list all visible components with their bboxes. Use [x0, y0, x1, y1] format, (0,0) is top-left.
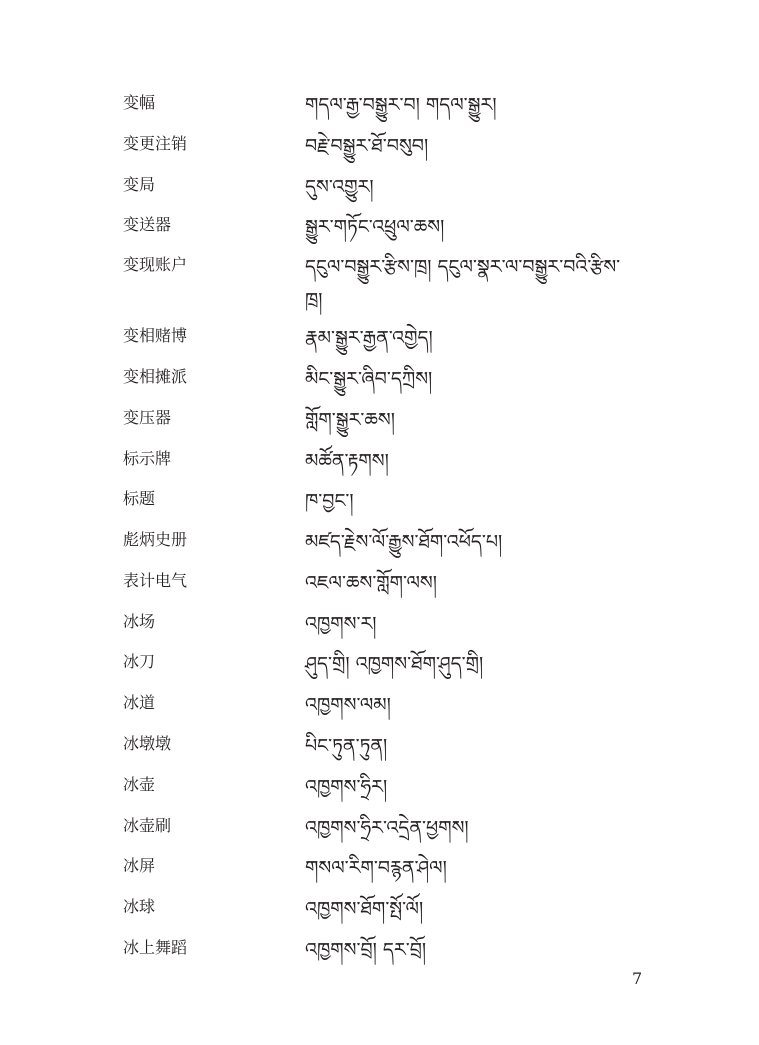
tibetan-translation: འཁྱགས་ལམ།	[305, 694, 391, 716]
tibetan-translation: ཤུད་གྲི། འཁྱགས་ཐོག་ཤུད་གྲི།	[305, 653, 484, 675]
chinese-term: 标题	[123, 489, 156, 508]
chinese-term: 变局	[123, 175, 156, 194]
tibetan-translation: ཁ་བྱང་།	[305, 490, 354, 512]
tibetan-translation: སྒྱུར་གཏོང་འཕྲུལ་ཆས།	[305, 216, 445, 238]
chinese-term: 变现账户	[123, 255, 188, 274]
tibetan-translation: དུས་འགྱུར།	[305, 176, 374, 198]
chinese-term: 表计电气	[123, 571, 188, 590]
tibetan-translation: མཚོན་རྟགས།	[305, 450, 389, 472]
tibetan-translation: འཁྱགས་ཐོག་སྤོ་ལོ།	[305, 898, 424, 920]
tibetan-translation: གདལ་རྒྱ་བསྒྱུར་བ། གདལ་སྒྱུར།	[305, 94, 497, 116]
chinese-term: 冰场	[123, 612, 156, 631]
chinese-term: 标示牌	[123, 449, 172, 468]
tibetan-translation: འཁྱགས་ཧྲིར།	[305, 776, 388, 798]
chinese-term: 冰球	[123, 897, 156, 916]
chinese-term: 冰道	[123, 693, 156, 712]
chinese-term: 彪炳史册	[123, 530, 188, 549]
chinese-term: 冰墩墩	[123, 734, 172, 753]
tibetan-translation: པིང་ཏུན་ཏུན།	[305, 735, 388, 757]
chinese-term: 变送器	[123, 215, 172, 234]
tibetan-translation: འཁྱགས་ཧྲིར་འདྲེན་ཕྱགས།	[305, 817, 469, 839]
tibetan-translation: མིང་སྒྱུར་ཞིབ་དཀྲིས།	[305, 368, 433, 390]
chinese-term: 变幅	[123, 93, 156, 112]
chinese-term: 变相摊派	[123, 367, 188, 386]
chinese-term: 冰刀	[123, 652, 156, 671]
chinese-term: 冰壶刷	[123, 816, 172, 835]
chinese-term: 冰上舞蹈	[123, 938, 188, 957]
tibetan-translation: བརྗེ་བསྒྱུར་ཐོ་བསུབ།	[305, 135, 429, 157]
page-number: 7	[632, 969, 643, 988]
tibetan-translation: འཁྱགས་ར།	[305, 613, 377, 635]
tibetan-translation: གློག་སྒྱུར་ཆས།	[305, 409, 395, 431]
chinese-term: 冰壶	[123, 775, 156, 794]
chinese-term: 变相赌博	[123, 326, 188, 345]
chinese-term: 变压器	[123, 408, 172, 427]
tibetan-translation: གསལ་རིག་བརྙན་ཤེལ།	[305, 857, 447, 879]
chinese-term: 冰屏	[123, 856, 156, 875]
tibetan-translation: འཁྱགས་བྲོ། དར་བྲོ།	[305, 939, 427, 961]
chinese-term: 变更注销	[123, 134, 188, 153]
tibetan-translation: འཇལ་ཆས་གློག་ལས།	[305, 572, 437, 594]
tibetan-translation: མཛད་རྗེས་ལོ་རྒྱུས་ཐོག་འཕོད་པ།	[305, 531, 503, 553]
tibetan-translation: རྣམ་སྒྱུར་རྒྱན་འགྱེད།	[305, 327, 433, 349]
tibetan-translation: དངུལ་བསྒྱུར་རྩིས་ཁྲ། དངུལ་སྣར་ལ་བསྒྱུར་བའི་རྩིས་ཁྲ།	[305, 256, 621, 311]
